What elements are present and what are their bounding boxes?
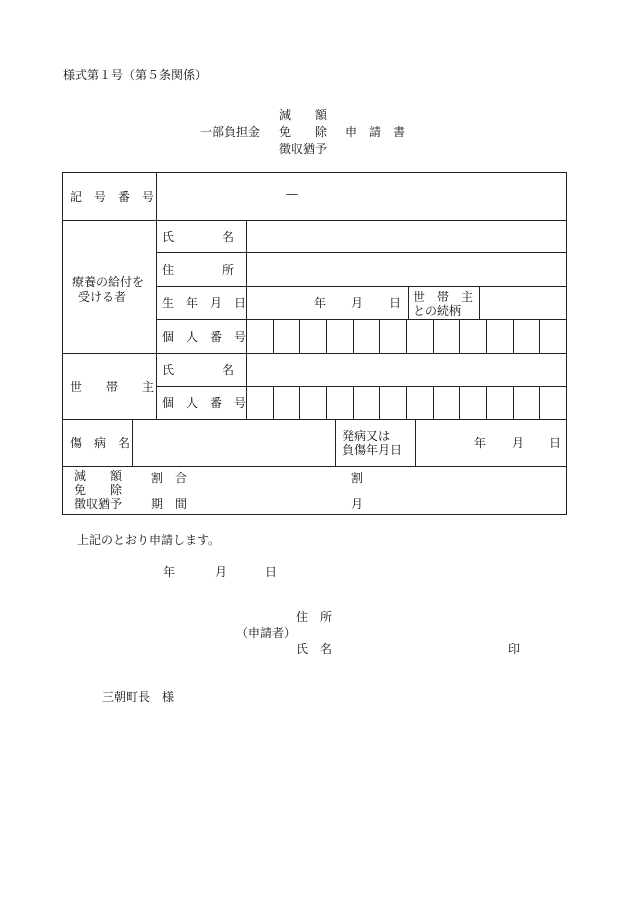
table-border-right	[566, 172, 567, 515]
injury-field[interactable]	[134, 421, 334, 465]
onset-date-field[interactable]	[417, 421, 564, 465]
application-date-year: 年	[163, 565, 176, 579]
period-field[interactable]	[195, 492, 345, 512]
relationship-field[interactable]	[481, 288, 565, 318]
row-line	[62, 353, 567, 354]
onset-year: 年	[474, 436, 487, 450]
col-line	[335, 419, 336, 467]
col-line	[479, 286, 480, 320]
recipient-name-label: 氏 名	[162, 230, 235, 244]
ratio-unit: 割	[351, 471, 364, 485]
exempt-label: 免 除	[74, 483, 123, 497]
ratio-field[interactable]	[195, 468, 345, 486]
individual-number-label: 個 人 番 号	[162, 330, 247, 344]
row-line	[62, 419, 567, 420]
relationship-label-line1: 世 帯 主	[413, 290, 474, 304]
recipient-group-label-line1: 療養の給付を	[72, 275, 145, 289]
title-suffix: 申 請 書	[345, 125, 406, 139]
household-head-name-label: 氏 名	[162, 363, 235, 377]
period-label: 期 間	[151, 497, 188, 511]
row-line	[156, 386, 567, 387]
onset-day: 日	[549, 436, 562, 450]
col-line	[156, 172, 157, 420]
statement: 上記のとおり申請します。	[77, 533, 221, 547]
table-border-top	[62, 172, 567, 173]
household-head-individual-number-label: 個 人 番 号	[162, 396, 247, 410]
row-line	[156, 286, 567, 287]
period-unit: 月	[351, 497, 364, 511]
recipient-name-field[interactable]	[248, 222, 564, 251]
birthdate-field[interactable]	[248, 288, 407, 318]
application-date-month: 月	[215, 565, 228, 579]
reduce-label: 減 額	[74, 469, 123, 483]
row-line	[62, 466, 567, 467]
table-border-left	[62, 172, 63, 515]
title-exempt: 免 除	[279, 125, 328, 139]
row-line	[156, 319, 567, 320]
form-number: 様式第１号（第５条関係）	[63, 68, 208, 82]
birthdate-label: 生 年 月 日	[162, 296, 247, 310]
individual-number-field[interactable]	[248, 321, 564, 352]
onset-month: 月	[512, 436, 525, 450]
birthdate-month: 月	[351, 296, 364, 310]
defer-label: 徴収猶予	[74, 497, 123, 511]
household-head-label: 世 帯 主	[70, 380, 155, 394]
title-defer: 徴収猶予	[279, 142, 328, 156]
recipient-group-label-line2: 受ける者	[78, 290, 127, 304]
household-head-name-field[interactable]	[248, 355, 564, 385]
table-border-bottom	[62, 514, 567, 515]
injury-label: 傷 病 名	[70, 436, 131, 450]
title-prefix: 一部負担金	[200, 125, 261, 139]
addressee: 三朝町長 様	[102, 690, 175, 704]
col-line	[408, 286, 409, 320]
seal-mark: 印	[508, 642, 521, 656]
row-line	[156, 252, 567, 253]
symbol-number-value: —	[286, 187, 298, 201]
household-head-individual-number-field[interactable]	[248, 388, 564, 418]
onset-label-line1: 発病又は	[342, 429, 391, 443]
applicant-address-label: 住 所	[296, 610, 333, 624]
ratio-label: 割 合	[151, 471, 188, 485]
onset-label-line2: 負傷年月日	[342, 443, 403, 457]
title-reduce: 減 額	[279, 108, 328, 122]
col-line	[132, 419, 133, 467]
applicant-name-label: 氏 名	[296, 642, 333, 656]
row-line	[62, 220, 567, 221]
col-line	[415, 419, 416, 467]
relationship-label-line2: との続柄	[413, 304, 462, 318]
application-date-day: 日	[265, 565, 278, 579]
recipient-address-label: 住 所	[162, 263, 235, 277]
applicant-label: （申請者）	[236, 626, 297, 640]
symbol-number-field[interactable]	[158, 174, 564, 218]
symbol-number-label: 記 号 番 号	[70, 190, 155, 204]
recipient-address-field[interactable]	[248, 254, 564, 285]
birthdate-year: 年	[314, 296, 327, 310]
col-line	[246, 220, 247, 420]
birthdate-day: 日	[389, 296, 402, 310]
